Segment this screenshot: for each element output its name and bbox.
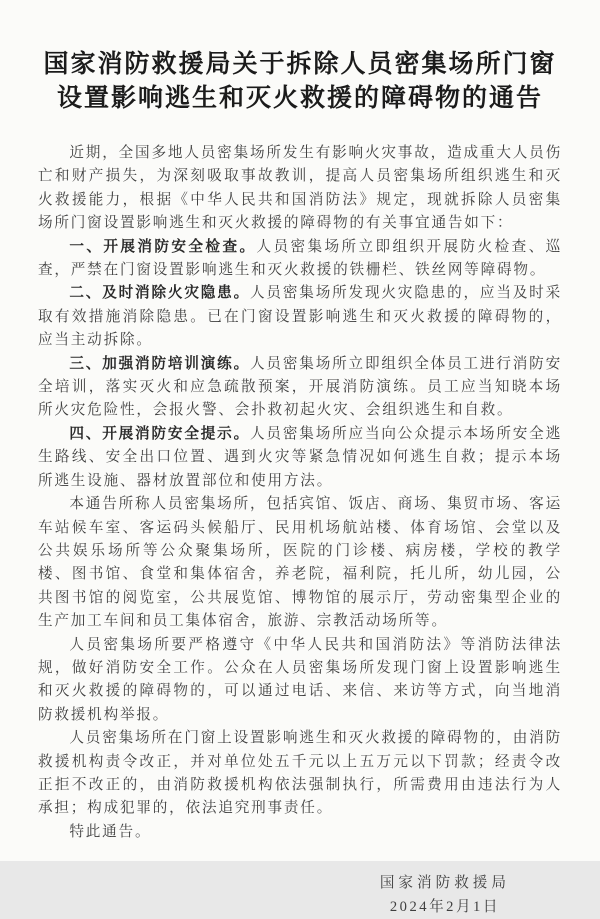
paragraph-intro [38,142,562,236]
issuing-authority: 国家消防救援局 [379,875,510,892]
section-training-drills-text: 人员密集场所立即组织全体员工进行消防安全培训，落实灭火和应急疏散预案，开展消防演练。员工应当知晓本场所火灾危险性，会报火警、会扑救初起火灾、会组织逃生和自救。 [38,355,562,419]
section-eliminate-hazards-heading: 二、及时消除火灾隐患。 [69,285,251,302]
paragraph-penalties [38,727,562,821]
section-fire-safety-inspection-text: 人员密集场所立即组织开展防火检查、巡查，严禁在门窗设置影响逃生和灭火救援的铁栅栏、铁丝网等障碍物。 [38,238,562,279]
paragraph-scope-definition [38,493,562,633]
page-title-line-2: 设置影响逃生和灭火救援的障碍物的通告 [56,85,543,112]
section-training-drills-heading: 三、加强消防培训演练。 [69,355,251,372]
section-safety-reminders [38,423,562,493]
section-safety-reminders-text: 人员密集场所应当向公众提示本场所安全逃生路线、安全出口位置、遇到火灾等紧急情况如何逃生自救；提示本场所逃生设施、器材放置部位和使用方法。 [38,425,562,489]
section-training-drills [38,353,562,423]
paragraph-closing-text: 特此通告。 [69,823,152,840]
paragraph-closing [38,821,562,844]
paragraph-scope-definition-text: 本通告所称人员密集场所，包括宾馆、饭店、商场、集贸市场、客运车站候车室、客运码头候船厅、民用机场航站楼、体育场馆、会堂以及公共娱乐场所等公众聚集场所，医院的门诊楼、病房楼，学校的教学楼、图书馆、食堂和集体宿舍，养老院，福利院，托儿所，幼儿园，公共图书馆的阅览室，公共展览馆、博物馆的展示厅，劳动密集型企业的生产加工车间和员工集体宿舍，旅游、宗教活动场所等。 [38,496,562,630]
paragraph-intro-text: 近期，全国多地人员密集场所发生有影响火灾事故，造成重大人员伤亡和财产损失，为深刻吸取事故教训，提高人员密集场所组织逃生和灭火救援能力，根据《中华人民共和国消防法》规定，现就拆除人员密集场所门窗设置影响逃生和灭火救援的障碍物的有关事宜通告如下： [38,145,562,232]
page-title-line-1: 国家消防救援局关于拆除人员密集场所门窗 [43,51,557,78]
notice-body [38,142,562,844]
section-safety-reminders-heading: 四、开展消防安全提示。 [69,425,251,442]
section-eliminate-hazards-text: 人员密集场所发现火灾隐患的，应当及时采取有效措施消除隐患。已在门窗设置影响逃生和灭火救援的障碍物的，应当主动拆除。 [38,285,562,349]
paragraph-public-reporting [38,634,562,728]
page-title [38,48,562,116]
issue-date: 2024年2月1日 [389,898,500,915]
paragraph-public-reporting-text: 人员密集场所要严格遵守《中华人民共和国消防法》等消防法律法规，做好消防安全工作。公众在人员密集场所发现门窗上设置影响逃生和灭火救援的障碍物的，可以通过电话、来信、来访等方式，向当地消防救援机构举报。 [38,636,562,723]
section-eliminate-hazards [38,282,562,352]
signature-block [380,872,510,919]
section-fire-safety-inspection-heading: 一、开展消防安全检查。 [69,238,257,255]
section-fire-safety-inspection [38,236,562,283]
paragraph-penalties-text: 人员密集场所在门窗上设置影响逃生和灭火救援的障碍物的，由消防救援机构责令改正，并对单位处五千元以上五万元以下罚款；经责令改正拒不改正的，由消防救援机构依法强制执行，所需费用由违法行为人承担；构成犯罪的，依法追究刑事责任。 [38,730,562,817]
